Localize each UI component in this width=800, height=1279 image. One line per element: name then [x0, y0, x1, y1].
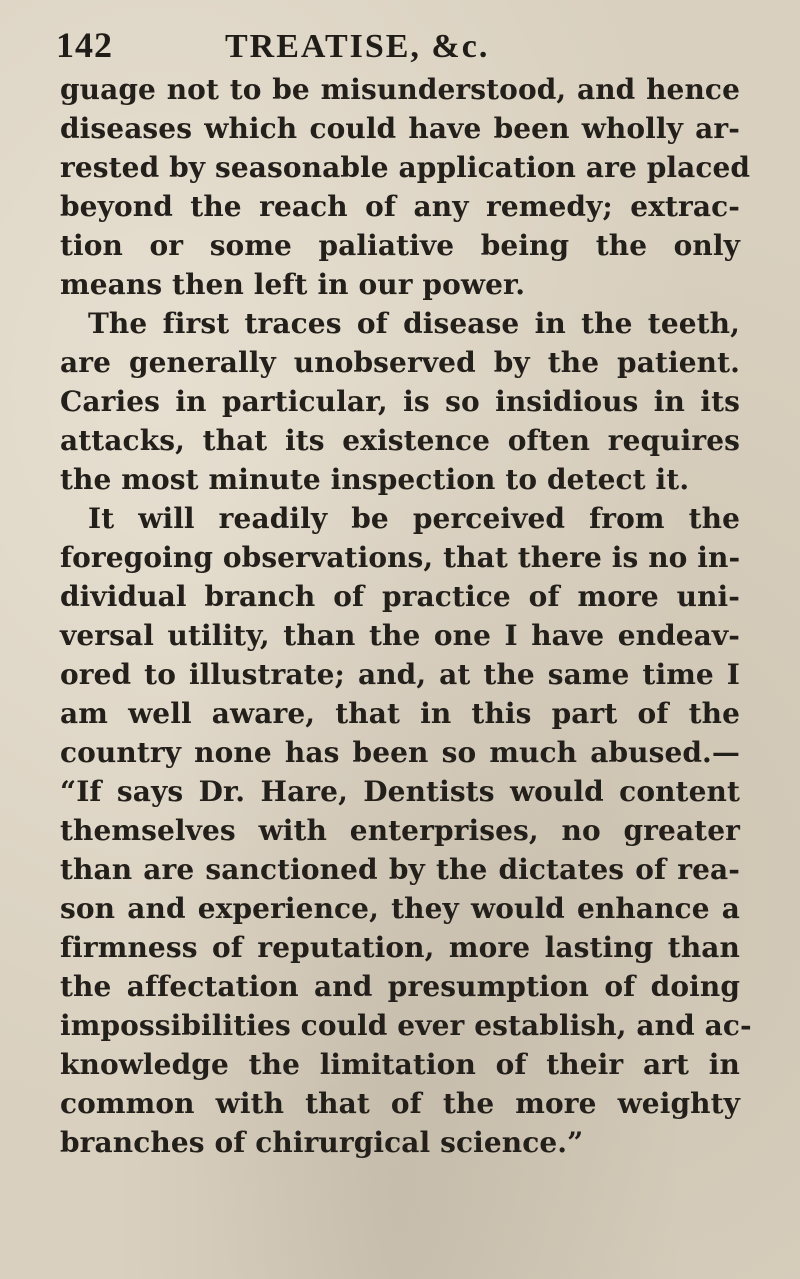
text-line: common with that of the more weighty — [60, 1087, 740, 1120]
page-header — [56, 24, 756, 66]
text-line: guage not to be misunderstood, and hence — [60, 73, 740, 106]
text-line: firmness of reputation, more lasting than — [60, 931, 740, 964]
paragraph-start-line: It will readily be perceived from the — [88, 502, 740, 535]
text-line: Caries in particular, is so insidious in its — [60, 385, 740, 418]
text-line: dividual branch of practice of more uni- — [60, 580, 740, 613]
text-line: impossibilities could ever establish, and ac- — [60, 1009, 752, 1042]
text-line: the most minute inspection to detect it. — [60, 463, 690, 496]
text-line: diseases which could have been wholly ar- — [60, 112, 740, 145]
text-line: than are sanctioned by the dictates of rea- — [60, 853, 740, 886]
text-line: themselves with enterprises, no greater — [60, 814, 740, 847]
text-line: the affectation and presumption of doing — [60, 970, 740, 1003]
text-line: attacks, that its existence often requires — [60, 424, 740, 457]
text-line: ored to illustrate; and, at the same time I — [60, 658, 740, 691]
text-line: tion or some paliative being the only — [60, 229, 740, 262]
text-line: branches of chirurgical science.” — [60, 1126, 584, 1159]
text-line: foregoing observations, that there is no in- — [60, 541, 741, 574]
text-line: knowledge the limitation of their art in — [60, 1048, 740, 1081]
text-line: “If says Dr. Hare, Dentists would content — [60, 775, 740, 808]
text-line: am well aware, that in this part of the — [60, 697, 740, 730]
text-line: means then left in our power. — [60, 268, 526, 301]
text-line: son and experience, they would enhance a — [60, 892, 740, 925]
paragraph-start-line: The first traces of disease in the teeth, — [88, 307, 740, 340]
page-number: 142 — [56, 25, 113, 65]
running-title: TREATISE, &c. — [225, 28, 490, 65]
body-text — [60, 70, 752, 1162]
text-line: beyond the reach of any remedy; extrac- — [60, 190, 740, 223]
text-line: country none has been so much abused.— — [60, 736, 740, 769]
text-line: are generally unobserved by the patient. — [60, 346, 740, 379]
text-line: rested by seasonable application are placed — [60, 151, 751, 184]
text-line: versal utility, than the one I have endeav- — [60, 619, 740, 652]
